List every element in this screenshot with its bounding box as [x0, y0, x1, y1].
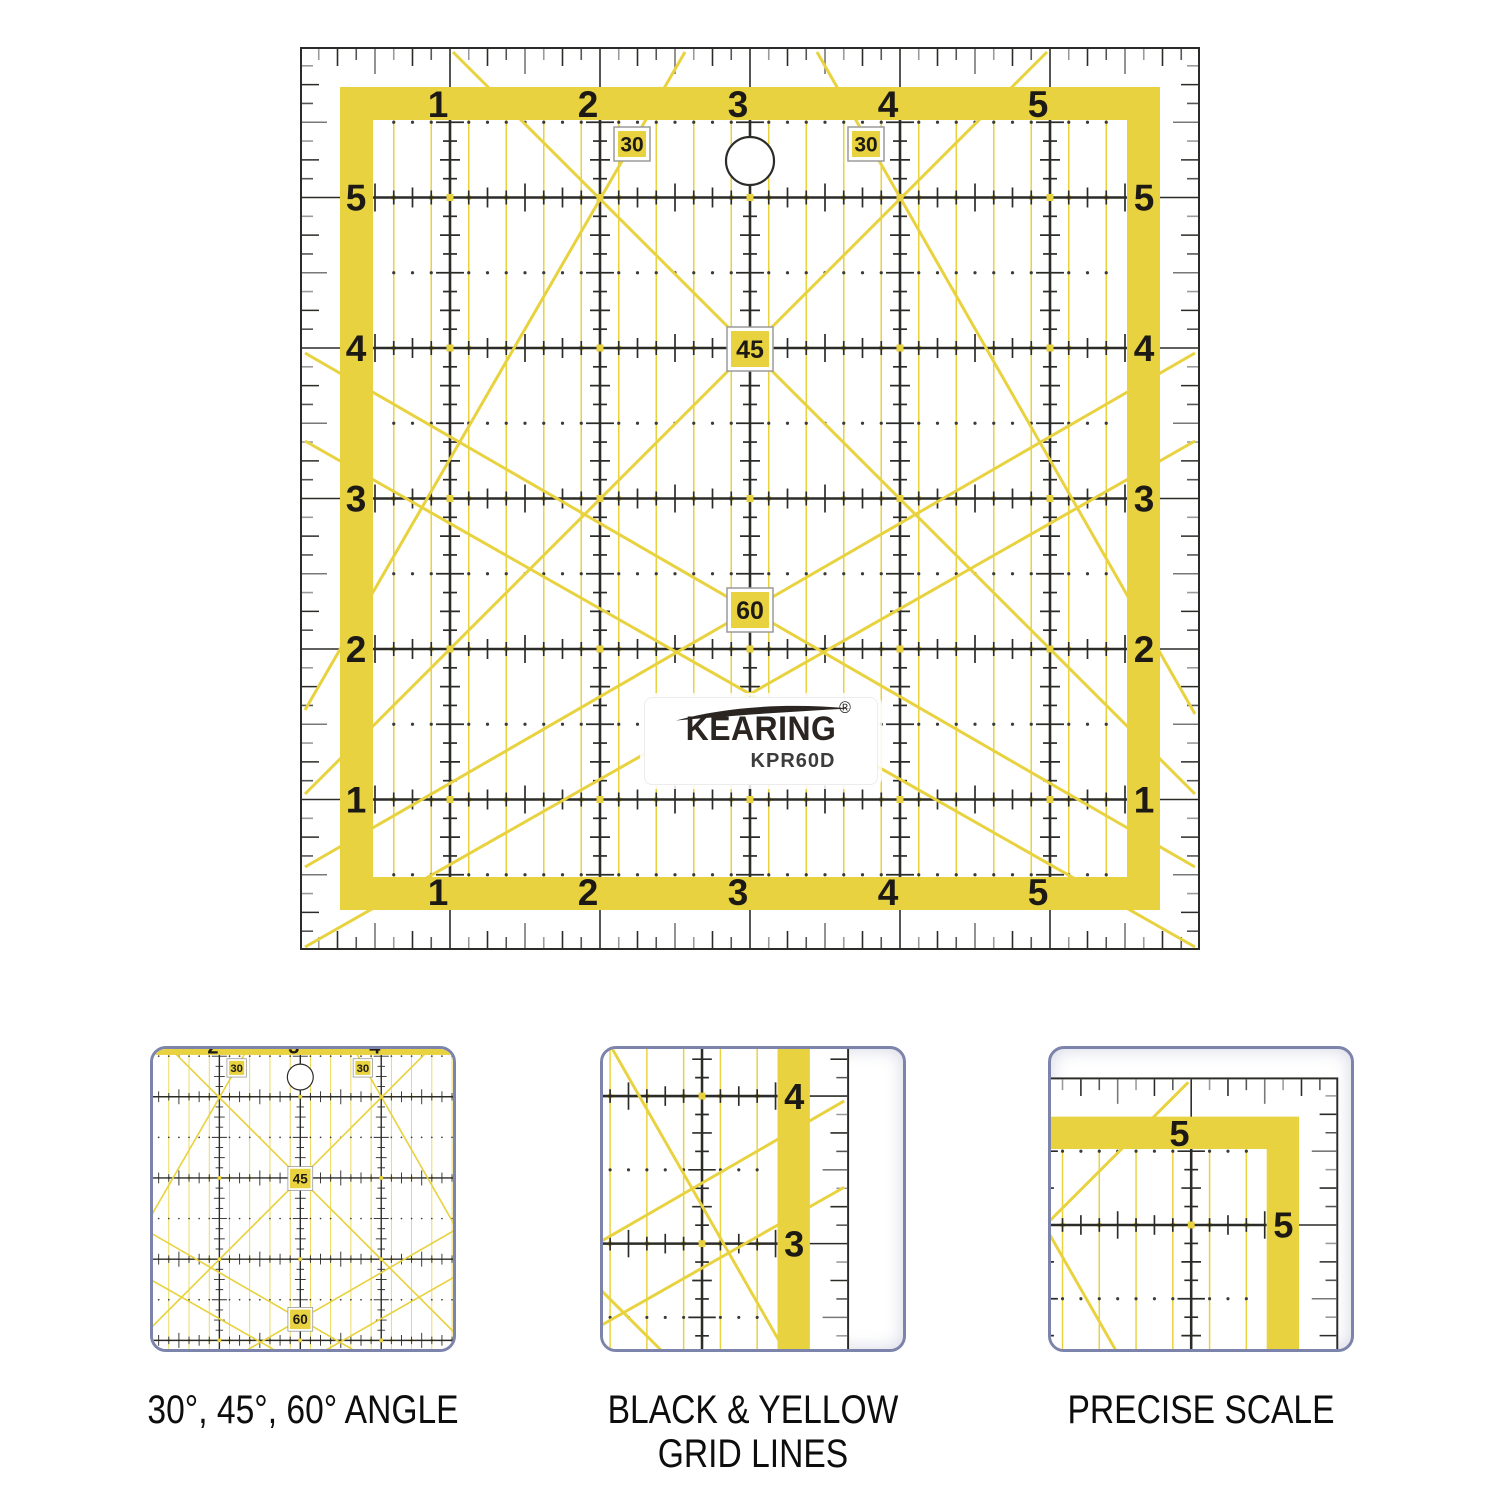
- brand-logo: [644, 697, 878, 785]
- ruler-corner-crop: [1051, 1049, 1351, 1349]
- caption-angle-text: 30°, 45°, 60° ANGLE: [147, 1388, 459, 1432]
- brand-name: KEARING ®: [685, 698, 852, 748]
- ruler-grid-crop: [603, 1049, 903, 1349]
- quilting-ruler-graphic: [300, 47, 1200, 950]
- feature-grid-thumbnail: [600, 1046, 906, 1352]
- caption-grid-line1: BLACK & YELLOW: [607, 1388, 899, 1432]
- caption-scale: [983, 1388, 1420, 1432]
- caption-angle: [85, 1388, 522, 1432]
- model-number: KPR60D: [750, 750, 836, 772]
- caption-grid-line2: GRID LINES: [657, 1432, 849, 1476]
- grid-panel: [600, 1046, 906, 1352]
- feature-angle-thumbnail: [150, 1046, 456, 1352]
- feature-scale-thumbnail: [1048, 1046, 1354, 1352]
- caption-grid: [535, 1388, 972, 1476]
- scale-panel: [1048, 1046, 1354, 1352]
- angle-panel: [150, 1046, 456, 1352]
- ruler-full-view: [300, 47, 1200, 950]
- ruler-angle-crop: [153, 1049, 453, 1349]
- caption-scale-text: PRECISE SCALE: [1067, 1388, 1335, 1432]
- registered-mark: ®: [839, 698, 852, 717]
